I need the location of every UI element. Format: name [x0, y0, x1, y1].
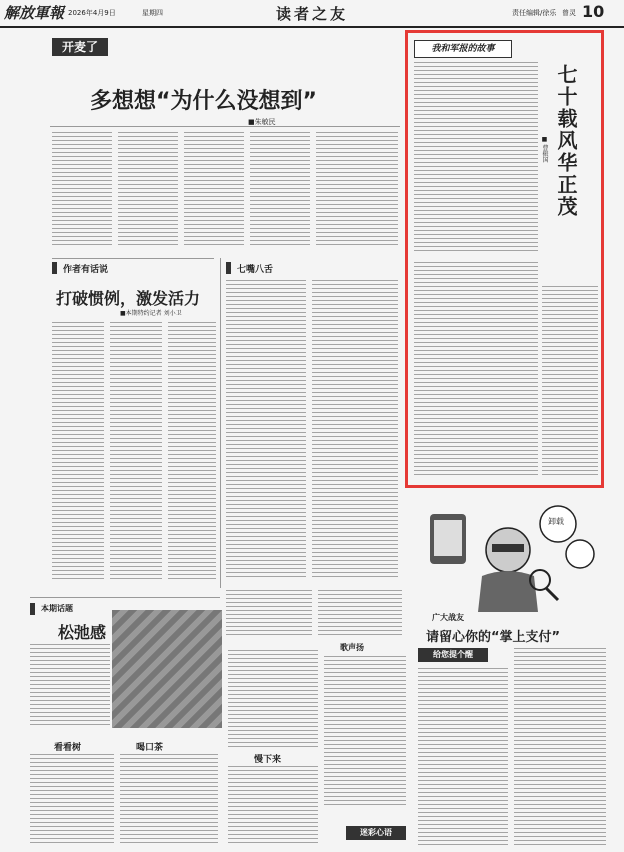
column-tag-gesheng-label: 歌声扬 [340, 643, 364, 652]
column-tag-kaimai-label: 开麦了 [61, 40, 98, 54]
mid-left-title: 打破惯例，激发活力 [56, 289, 201, 308]
cartoon-bubble-text: 卸载 [548, 517, 564, 526]
cartoon-illustration [408, 492, 614, 612]
section-title: 读者之友 [276, 5, 349, 23]
top-story-title: 多想想“为什么没想到” [90, 89, 317, 114]
top-story-column-3 [184, 132, 244, 248]
feature-vertical-title: 七十载风华正茂 [554, 64, 578, 218]
top-divider [50, 126, 400, 127]
column-tag-qizui-label: 七嘴八舌 [237, 265, 274, 275]
mid-right-column-1 [226, 280, 306, 580]
mid-left-topline [52, 258, 214, 259]
subheading-hekoucha: 喝口茶 [136, 743, 164, 753]
subtitle-badge-label: 给您提个醒 [433, 650, 473, 659]
subheading-manxialai: 慢下来 [254, 755, 282, 765]
column-tag-kaimai [52, 38, 108, 56]
top-story-column-1 [52, 132, 112, 248]
column-tag-guangda [432, 612, 464, 623]
mid-vertical-rule [220, 258, 221, 588]
column-tag-author-label: 作者有话说 [63, 265, 109, 275]
mid-left-column-2 [110, 322, 162, 580]
top-story-column-4 [250, 132, 310, 248]
top-story-byline: ■朱敏民 [248, 118, 276, 126]
proofer-credit: 曾灵 [562, 9, 576, 17]
column-tag-feature-label: 我和军报的故事 [431, 44, 495, 54]
editor-credit: 责任编辑/徐乐 [512, 9, 557, 17]
issue-weekday: 星期四 [142, 9, 163, 17]
column-tag-guangda-label: 广大战友 [432, 613, 464, 622]
subheading-kankanshu: 看看树 [54, 743, 82, 753]
training-photo [112, 610, 222, 728]
mid-left-column-3 [168, 322, 216, 580]
issue-date: 2026年4月9日 [68, 9, 116, 17]
mid-right-column-2 [312, 280, 398, 580]
column-tag-author [52, 262, 163, 274]
column-tag-feature [414, 40, 512, 58]
mid-left-column-1 [52, 322, 104, 580]
feature-vertical-byline: ■ 曹振国 [541, 136, 548, 163]
mid-center-lower-1 [226, 590, 312, 638]
column-tag-topic-label: 本期话题 [41, 604, 73, 613]
mid-left-byline: ■本期特约记者 刘小卫 [120, 310, 182, 317]
column-tag-qizui [226, 262, 317, 274]
subtitle-badge [418, 648, 488, 662]
top-story-column-5 [316, 132, 398, 248]
column-tag-topic [30, 603, 121, 615]
column-tag-gesheng [340, 642, 364, 653]
kankanshu-text [30, 754, 114, 846]
feature-column-3 [542, 286, 598, 476]
manxialai-text [228, 766, 318, 846]
column-tag-mini [346, 826, 406, 840]
page-number: 10 [582, 2, 605, 21]
top-story-column-2 [118, 132, 178, 248]
newspaper-logo: 解放軍報 [4, 4, 65, 22]
bottom-right-column-2 [514, 648, 606, 846]
column-tag-mini-label: 迷彩心语 [360, 828, 392, 837]
feature-column-1 [414, 62, 538, 252]
bottom-middle-column-1 [228, 650, 318, 750]
bottom-divider [30, 597, 220, 598]
bottom-right-title: 请留心你的“掌上支付” [426, 630, 561, 645]
poetry-text [324, 656, 406, 806]
mid-center-lower-2 [318, 590, 402, 638]
masthead [0, 0, 624, 28]
bottom-left-title: 松弛感 [58, 623, 107, 642]
bottom-left-intro [30, 644, 110, 728]
feature-column-2 [414, 262, 538, 476]
hekoucha-text [120, 754, 218, 846]
bottom-right-column-1 [418, 668, 508, 846]
